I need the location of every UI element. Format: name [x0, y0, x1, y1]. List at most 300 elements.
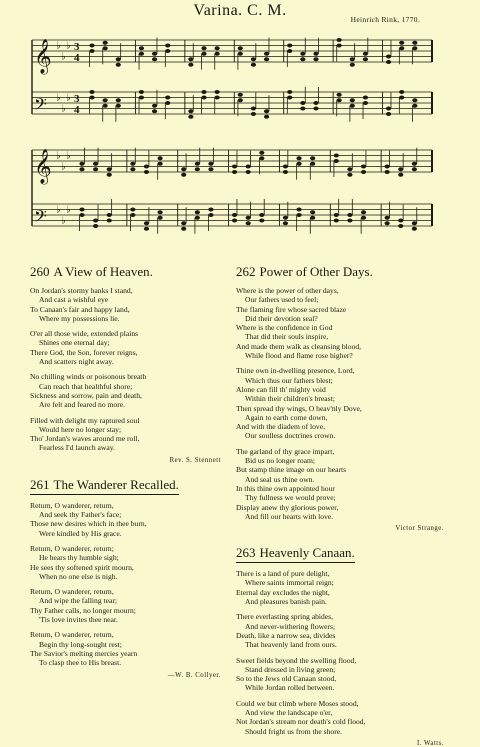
note-head	[259, 156, 264, 160]
hymn-title: A View of Heaven.	[53, 264, 153, 279]
bass-clef-icon: 𝄢	[34, 94, 47, 118]
verse-line: Begin thy long-sought rest;	[39, 639, 122, 649]
note-head	[398, 173, 403, 177]
note-head	[385, 216, 390, 220]
note-head	[201, 96, 206, 100]
hymn-title: Heavenly Canaan.	[259, 545, 355, 561]
note-head	[188, 115, 193, 119]
hymn-author: —W. B. Collyer.	[167, 671, 221, 679]
note-head	[116, 104, 121, 108]
verse-line: Which thus our fathers blest;	[245, 375, 333, 385]
verse-line: On Jordan's stormy banks I stand,	[30, 286, 133, 295]
note-head	[350, 57, 355, 61]
verse-line: Tho' Jordan's waves around me roll,	[30, 434, 140, 444]
verse-line: Sweet fields beyond the swelling flood,	[236, 655, 357, 665]
note-head	[79, 208, 84, 212]
note-head	[139, 46, 144, 50]
verse-line: Where my possessions lie.	[39, 313, 120, 323]
note-head	[246, 165, 251, 169]
verse-line: Thy Father calls, no longer mourn;	[30, 605, 136, 615]
note-head	[386, 107, 391, 111]
note-head	[347, 167, 352, 171]
flat-icon: ♭	[56, 150, 61, 162]
note-head	[89, 49, 94, 53]
hymn-263	[236, 544, 448, 747]
note-head	[287, 49, 292, 53]
note-head	[310, 210, 315, 214]
hymn-heading	[30, 477, 179, 495]
verse-line: That did their souls inspire,	[245, 332, 329, 342]
note-head	[313, 107, 318, 111]
note-head	[264, 57, 269, 61]
note-head	[361, 170, 366, 174]
note-head	[300, 101, 305, 105]
note-head	[361, 210, 366, 214]
tune-title: Varina. C. M.	[193, 2, 287, 19]
note-head	[215, 96, 220, 100]
verse-line: Where saints immortal reign;	[245, 578, 334, 588]
note-head	[232, 165, 237, 169]
note-head	[208, 213, 213, 217]
note-head	[93, 162, 98, 166]
note-head	[350, 63, 355, 67]
verse-line: Within their children's breast;	[245, 394, 335, 404]
verse-line: Fearless I'd launch away.	[39, 443, 115, 453]
verse-line: Those new desires which in thee burn,	[30, 519, 147, 529]
note-head	[89, 44, 94, 48]
note-head	[251, 112, 256, 116]
note-head	[232, 219, 237, 223]
note-head	[238, 52, 243, 56]
stanza	[30, 544, 225, 581]
verse-line: Our soulless doctrines crown.	[245, 431, 336, 441]
note-head	[103, 98, 108, 102]
note-head	[208, 162, 213, 166]
note-head	[385, 221, 390, 225]
note-head	[215, 46, 220, 50]
note-head	[264, 109, 269, 113]
note-head	[283, 216, 288, 220]
stanza	[30, 416, 225, 453]
note-head	[337, 98, 342, 102]
flat-icon: ♭	[66, 92, 71, 104]
note-head	[337, 44, 342, 48]
verse-line: Sickness and sorrow, pain and death,	[30, 390, 142, 400]
note-head	[165, 49, 170, 53]
note-head	[195, 210, 200, 214]
note-head	[251, 57, 256, 61]
note-head	[165, 96, 170, 100]
verse-line: Bid us no longer roam;	[245, 456, 316, 466]
verse-line: But stamp thine image on our hearts	[236, 465, 347, 475]
verse-line: And scatters night away.	[39, 357, 114, 367]
note-head	[361, 165, 366, 169]
note-head	[79, 167, 84, 171]
verse-line: Our fathers used to feel;	[245, 295, 319, 305]
stanza	[236, 286, 448, 360]
note-head	[188, 57, 193, 61]
note-head	[347, 219, 352, 223]
flat-icon: ♭	[61, 103, 66, 115]
note-head	[283, 221, 288, 225]
stanza	[30, 630, 225, 667]
note-head	[251, 63, 256, 67]
note-head	[116, 57, 121, 61]
verse-line: Did their devotion seal?	[245, 313, 318, 323]
stanza	[30, 329, 225, 366]
stanza	[30, 501, 225, 538]
stanza	[236, 447, 448, 521]
time-signature: 3	[74, 93, 80, 105]
verse-line: There is a land of pure delight,	[236, 569, 330, 579]
note-head	[337, 93, 342, 97]
hymn-261	[30, 476, 225, 679]
note-head	[300, 107, 305, 111]
note-head	[195, 216, 200, 220]
verse-line: Where is the confidence in God	[236, 323, 333, 333]
note-head	[93, 219, 98, 223]
hymn-title: Power of Other Days.	[259, 264, 373, 279]
verse-line: And made them walk as cleansing blood,	[236, 341, 362, 351]
verse-line: Then spread thy wings, O heav'nly Dove,	[236, 403, 362, 413]
note-head	[79, 213, 84, 217]
note-head	[337, 38, 342, 42]
note-head	[107, 213, 112, 217]
verse-line: And seal us thine own.	[245, 474, 315, 484]
note-head	[165, 44, 170, 48]
note-head	[238, 98, 243, 102]
hymn-author: Victor Strange.	[395, 525, 444, 533]
note-head	[386, 55, 391, 59]
note-head	[399, 46, 404, 50]
verse-line: And seek thy Father's face;	[39, 510, 122, 520]
note-head	[398, 224, 403, 228]
flat-icon: ♭	[61, 215, 66, 227]
note-head	[334, 213, 339, 217]
verse-line: Alone can fill th' mighty void	[236, 384, 326, 394]
note-head	[310, 156, 315, 160]
time-signature: 4	[74, 52, 80, 64]
note-head	[152, 57, 157, 61]
verse-line: Were kindled by His grace.	[39, 528, 122, 538]
music-score	[28, 26, 440, 258]
note-head	[232, 213, 237, 217]
note-head	[195, 167, 200, 171]
note-head	[93, 167, 98, 171]
verse-line: Shines one eternal day;	[39, 338, 110, 348]
hymn-heading	[236, 264, 448, 280]
note-head	[181, 227, 186, 231]
note-head	[412, 104, 417, 108]
verse-line: While Jordan rolled between.	[245, 683, 335, 693]
note-head	[152, 109, 157, 113]
note-head	[144, 165, 149, 169]
note-head	[300, 52, 305, 56]
stanza	[236, 612, 448, 649]
note-head	[412, 227, 417, 231]
note-head	[283, 165, 288, 169]
note-head	[208, 208, 213, 212]
hymn-heading	[30, 264, 225, 280]
hymn-author: I. Watts.	[416, 739, 444, 747]
note-head	[296, 213, 301, 217]
note-head	[300, 57, 305, 61]
note-head	[259, 151, 264, 155]
note-head	[103, 104, 108, 108]
note-head	[412, 162, 417, 166]
stanza	[30, 286, 225, 323]
hymn-262	[236, 264, 448, 532]
note-head	[398, 167, 403, 171]
verse-line: Filled with delight my raptured soul	[30, 415, 140, 425]
note-head	[181, 221, 186, 225]
note-head	[93, 224, 98, 228]
note-head	[287, 96, 292, 100]
note-head	[399, 90, 404, 94]
verse-line: He sees thy softened spirit mourn,	[30, 562, 134, 572]
hymn-heading	[236, 545, 355, 563]
verse-line: Should fright us from the shore.	[245, 726, 343, 736]
note-head	[130, 208, 135, 212]
note-head	[350, 98, 355, 102]
verse-line: Eternal day excludes the night,	[236, 587, 330, 597]
stanza	[236, 699, 448, 736]
note-head	[208, 167, 213, 171]
note-head	[195, 162, 200, 166]
verse-line: Thine own in-dwelling presence, Lord,	[236, 366, 355, 376]
right-column	[236, 264, 448, 747]
flat-icon: ♭	[61, 51, 66, 63]
note-head	[201, 46, 206, 50]
note-head	[103, 46, 108, 50]
flat-icon: ♭	[56, 204, 61, 216]
verse-line: And wipe the falling tear;	[39, 596, 118, 606]
note-head	[412, 46, 417, 50]
note-head	[89, 96, 94, 100]
verse-line: And view the landscape o'er,	[245, 707, 333, 717]
hymn-title: The Wanderer Recalled.	[53, 476, 179, 492]
note-head	[116, 63, 121, 67]
verse-line: In this thine own appointed hour	[236, 483, 335, 493]
note-head	[107, 173, 112, 177]
note-head	[347, 173, 352, 177]
note-head	[139, 52, 144, 56]
note-head	[130, 213, 135, 217]
note-head	[165, 101, 170, 105]
verse-line: Would here no longer stay;	[39, 424, 122, 434]
stanza	[30, 587, 225, 624]
note-head	[103, 41, 108, 45]
note-head	[246, 221, 251, 225]
note-head	[238, 46, 243, 50]
verse-line: And never-withering flowers;	[245, 621, 336, 631]
verse-line: 'Tis love invites thee near.	[39, 615, 118, 625]
note-head	[152, 104, 157, 108]
verse-line: The Savior's melting mercies yearn	[30, 648, 138, 658]
verse-line: To Canaan's fair and happy land,	[30, 304, 130, 314]
note-head	[412, 98, 417, 102]
hymn-number: 262	[236, 264, 256, 279]
note-head	[313, 57, 318, 61]
note-head	[246, 170, 251, 174]
note-head	[215, 90, 220, 94]
note-head	[264, 52, 269, 56]
note-head	[188, 109, 193, 113]
verse-line: Thy fullness we would prove;	[245, 493, 336, 503]
verse-line: Are felt and feared no more.	[39, 400, 126, 410]
note-head	[157, 210, 162, 214]
time-signature: 3	[74, 41, 80, 53]
note-head	[144, 221, 149, 225]
verse-line: O'er all those wide, extended plains	[30, 329, 139, 339]
verse-line: Again to earth come down,	[245, 412, 328, 422]
verse-line: Display anew thy glorious power,	[236, 502, 339, 512]
hymn-260	[30, 264, 225, 464]
verse-line: Return, O wanderer, return;	[30, 543, 114, 553]
note-head	[287, 44, 292, 48]
note-head	[264, 115, 269, 119]
note-head	[313, 101, 318, 105]
note-head	[130, 167, 135, 171]
verse-line: Return, O wanderer, return,	[30, 630, 114, 640]
note-head	[350, 104, 355, 108]
verse-line: Return, O wanderer, return,	[30, 500, 114, 510]
note-head	[363, 101, 368, 105]
verse-line: Can reach that healthful shore;	[39, 381, 133, 391]
verse-line: He hears thy humble sigh;	[39, 553, 119, 563]
note-head	[259, 213, 264, 217]
stanza	[236, 569, 448, 606]
composer-credit: Heinrich Rink, 1770.	[350, 15, 420, 24]
note-head	[130, 162, 135, 166]
note-head	[412, 221, 417, 225]
note-head	[399, 96, 404, 100]
note-head	[201, 52, 206, 56]
note-head	[347, 213, 352, 217]
note-head	[107, 167, 112, 171]
verse-line: To clasp thee to His breast.	[39, 658, 122, 668]
note-head	[238, 93, 243, 97]
note-head	[334, 219, 339, 223]
note-head	[361, 216, 366, 220]
note-head	[363, 96, 368, 100]
note-head	[296, 208, 301, 212]
verse-line: Return, O wanderer, return,	[30, 587, 114, 597]
note-head	[385, 170, 390, 174]
note-head	[152, 52, 157, 56]
hymn-number: 260	[30, 264, 50, 279]
flat-icon: ♭	[56, 92, 61, 104]
note-head	[296, 156, 301, 160]
note-head	[296, 162, 301, 166]
treble-clef-icon: 𝄞	[34, 39, 52, 74]
note-head	[181, 167, 186, 171]
flat-icon: ♭	[61, 161, 66, 173]
note-head	[386, 112, 391, 116]
note-head	[287, 90, 292, 94]
note-head	[283, 170, 288, 174]
verse-line: Stand dressed in living green;	[245, 664, 336, 674]
flat-icon: ♭	[66, 204, 71, 216]
note-head	[139, 96, 144, 100]
note-head	[181, 173, 186, 177]
note-head	[246, 216, 251, 220]
note-head	[157, 156, 162, 160]
note-head	[157, 162, 162, 166]
note-head	[399, 41, 404, 45]
stanza	[236, 366, 448, 440]
verse-line: There everlasting spring abides,	[236, 612, 333, 622]
stanza	[30, 372, 225, 409]
treble-clef-icon: 𝄞	[34, 149, 52, 184]
flat-icon: ♭	[66, 150, 71, 162]
note-head	[412, 41, 417, 45]
left-column	[30, 264, 225, 679]
stanza	[236, 656, 448, 693]
verse-line: Not Jordan's stream nor death's cold flood,	[236, 717, 366, 727]
note-head	[251, 107, 256, 111]
note-head	[116, 98, 121, 102]
note-head	[313, 52, 318, 56]
note-head	[398, 219, 403, 223]
verse-line: Death, like a narrow sea, divides	[236, 630, 336, 640]
note-head	[201, 90, 206, 94]
note-head	[386, 60, 391, 64]
note-head	[259, 219, 264, 223]
note-head	[363, 57, 368, 61]
note-head	[107, 219, 112, 223]
verse-line: And fill our hearts with love.	[245, 511, 334, 521]
bass-clef-icon: 𝄢	[34, 206, 47, 230]
note-head	[157, 216, 162, 220]
verse-line: So to the Jews old Canaan stood,	[236, 674, 337, 684]
note-head	[385, 165, 390, 169]
verse-line: No chilling winds or poisonous breath	[30, 372, 147, 382]
note-head	[412, 167, 417, 171]
time-signature: 4	[74, 104, 80, 116]
flat-icon: ♭	[66, 40, 71, 52]
verse-line: That heavenly land from ours.	[245, 640, 337, 650]
note-head	[144, 227, 149, 231]
verse-line: And pleasures banish pain.	[245, 597, 327, 607]
note-head	[232, 170, 237, 174]
hymn-number: 263	[236, 545, 256, 561]
note-head	[334, 159, 339, 163]
note-head	[363, 52, 368, 56]
note-head	[334, 154, 339, 158]
note-head	[89, 90, 94, 94]
verse-line: And cast a wishful eye	[39, 295, 109, 305]
verse-line: The flaming fire whose sacred blaze	[236, 304, 347, 314]
verse-line: The garland of thy grace impart,	[236, 446, 335, 456]
note-head	[139, 90, 144, 94]
verse-line: Could we but climb where Moses stood,	[236, 698, 359, 708]
note-head	[79, 162, 84, 166]
note-head	[188, 63, 193, 67]
verse-line: When no one else is nigh.	[39, 571, 118, 581]
verse-line: While flood and flame rose higher?	[245, 351, 353, 361]
flat-icon: ♭	[56, 40, 61, 52]
note-head	[310, 216, 315, 220]
verse-line: Where is the power of other days,	[236, 286, 339, 295]
verse-line: There God, the Son, forever reigns,	[30, 347, 138, 357]
hymn-author: Rev. S. Stennett	[169, 456, 221, 464]
note-head	[310, 162, 315, 166]
verse-line: And with the diadem of love,	[236, 422, 325, 432]
note-head	[215, 52, 220, 56]
hymn-number: 261	[30, 476, 50, 492]
note-head	[144, 170, 149, 174]
